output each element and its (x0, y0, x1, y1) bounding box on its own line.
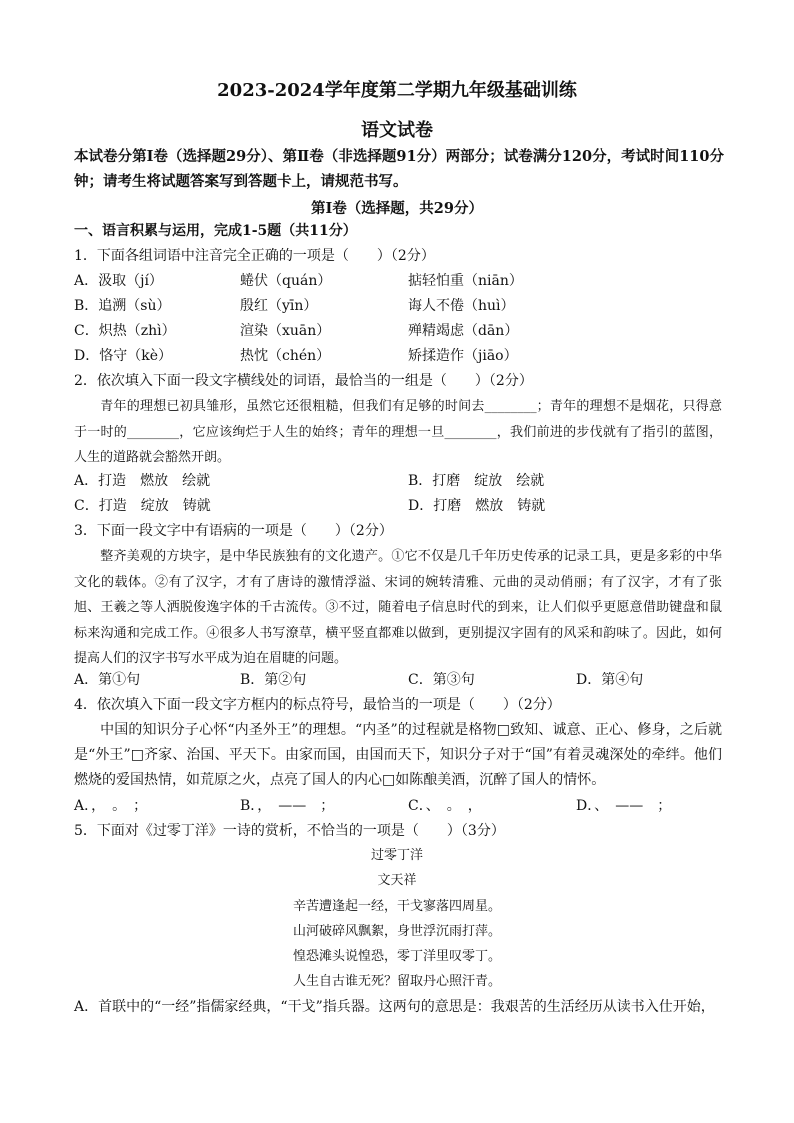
q4-stem: 4．依次填入下面一段文字方框内的标点符号，最恰当的一项是（ ）（2分） (74, 697, 561, 713)
q4-option-c: C．、 。 ， (408, 798, 482, 814)
q3-option-a: A．第①句 (74, 672, 141, 688)
q1-option-c-2: 渲染（xuān） (240, 323, 331, 339)
poem-line: 惶恐滩头说惶恐，零丁洋里叹零丁。 (292, 949, 501, 964)
q1-option-c-1: C．炽热（zhì） (74, 323, 176, 339)
q1-option-a-2: 蜷伏（quán） (240, 273, 332, 289)
poem-line: 辛苦遭逢起一经，干戈寥落四周星。 (292, 899, 501, 914)
q1-option-c-3: 殚精竭虑（dān） (408, 323, 519, 339)
q3-option-c: C．第③句 (408, 672, 475, 688)
q2-option-a: A．打造 燃放 绘就 (74, 473, 211, 489)
q1-option-a-3: 掂轻怕重（niān） (408, 273, 523, 289)
q4-option-b: B．， —— ； (240, 798, 335, 814)
q5-option-a: A．首联中的“一经”指儒家经典，“干戈”指兵器。这两句的意思是：我艰苦的生活经历从读书入仕开始， (74, 999, 715, 1015)
q3-passage-text: 整齐美观的方块字，是中华民族独有的文化遗产。①它不仅是几千年历史传承的记录工具，更是多彩的中华文化的载体。②有了汉字，才有了唐诗的激情浮溢、宋词的婉转清雅、元曲的灵动俏丽；有了汉字，才有了张旭、王羲之等人洒脱俊逸字体的千古流传。③不过，随着电子信息时代的到来，让人们似乎更愿意借助键盘和鼠标来沟通和完成工作。④很多人书写潦草，横平竖直都难以做到，更别提汉字固有的风采和韵味了。因此，如何提高人们的汉字书写水平成为迫在眉睫的问题。 (74, 549, 722, 666)
poem-author: 文天祥 (377, 873, 417, 888)
q1-option-d-3: 矫揉造作（jiāo） (408, 348, 518, 364)
exam-title: 2023-2024学年度第二学期九年级基础训练 (217, 80, 577, 101)
q1-option-d-2: 热忱（chén） (240, 348, 331, 364)
q2-passage (74, 394, 722, 471)
poem-title: 过零丁洋 (370, 848, 423, 863)
q3-passage (74, 544, 722, 672)
q4-option-d: D．、 —— ； (576, 798, 672, 814)
q4-option-a: A．， 。 ； (74, 798, 148, 814)
poem-line: 山河破碎风飘絮，身世浮沉雨打萍。 (292, 924, 501, 939)
exam-instructions: 本试卷分第Ⅰ卷（选择题29分）、第Ⅱ卷（非选择题91分）两部分；试卷满分120分，考试时间110分钟；请考生将试题答案写到答题卡上，请规范书写。 (74, 148, 724, 190)
q1-option-a-1: A．汲取（jí） (74, 273, 163, 289)
q5-stem: 5．下面对《过零丁洋》一诗的赏析，不恰当的一项是（ ）（3分） (74, 823, 505, 839)
section1-heading: 一、语言积累与运用，完成1-5题（共11分） (74, 223, 357, 239)
q4-passage (74, 718, 722, 793)
q1-option-b-2: 殷红（yīn） (240, 298, 318, 314)
exam-subtitle: 语文试卷 (361, 120, 433, 141)
q2-option-c: C．打造 绽放 铸就 (74, 498, 211, 514)
q4-passage-text: 中国的知识分子心怀“内圣外王”的理想。“内圣”的过程就是格物□致知、诚意、正心、修身，之后就是“外王”□齐家、治国、平天下。由家而国，由国而天下，知识分子对于“国”有着灵魂深处的牵绊。他们燃烧的爱国热情，如荒原之火，点亮了国人的内心□如陈酿美酒，沉醉了国人的情怀。 (74, 722, 722, 788)
q1-option-b-3: 诲人不倦（huì） (408, 298, 515, 314)
q1-option-b-1: B．追溯（sù） (74, 298, 171, 314)
part1-heading: 第Ⅰ卷（选择题，共29分） (311, 200, 483, 217)
q2-option-d: D．打磨 燃放 铸就 (408, 498, 546, 514)
q3-option-d: D．第④句 (576, 672, 644, 688)
poem-line: 人生自古谁无死？留取丹心照汗青。 (292, 974, 501, 989)
q3-stem: 3．下面一段文字中有语病的一项是（ ）（2分） (74, 523, 393, 539)
q1-stem: 1．下面各组词语中注音完全正确的一项是（ ）（2分） (74, 248, 435, 264)
q2-stem: 2．依次填入下面一段文字横线处的词语，最恰当的一组是（ ）（2分） (74, 373, 533, 389)
q1-option-d-1: D．恪守（kè） (74, 348, 172, 364)
q2-passage-text: 青年的理想已初具雏形，虽然它还很粗糙，但我们有足够的时间去________；青年的理想不是烟花，只得意于一时的________，它应该绚烂于人生的始终；青年的理想一旦________，我们前进的步伐就有了指引的蓝图，人生的道路就会豁然开朗。 (74, 399, 722, 465)
q3-option-b: B．第②句 (240, 672, 307, 688)
q2-option-b: B．打磨 绽放 绘就 (408, 473, 545, 489)
